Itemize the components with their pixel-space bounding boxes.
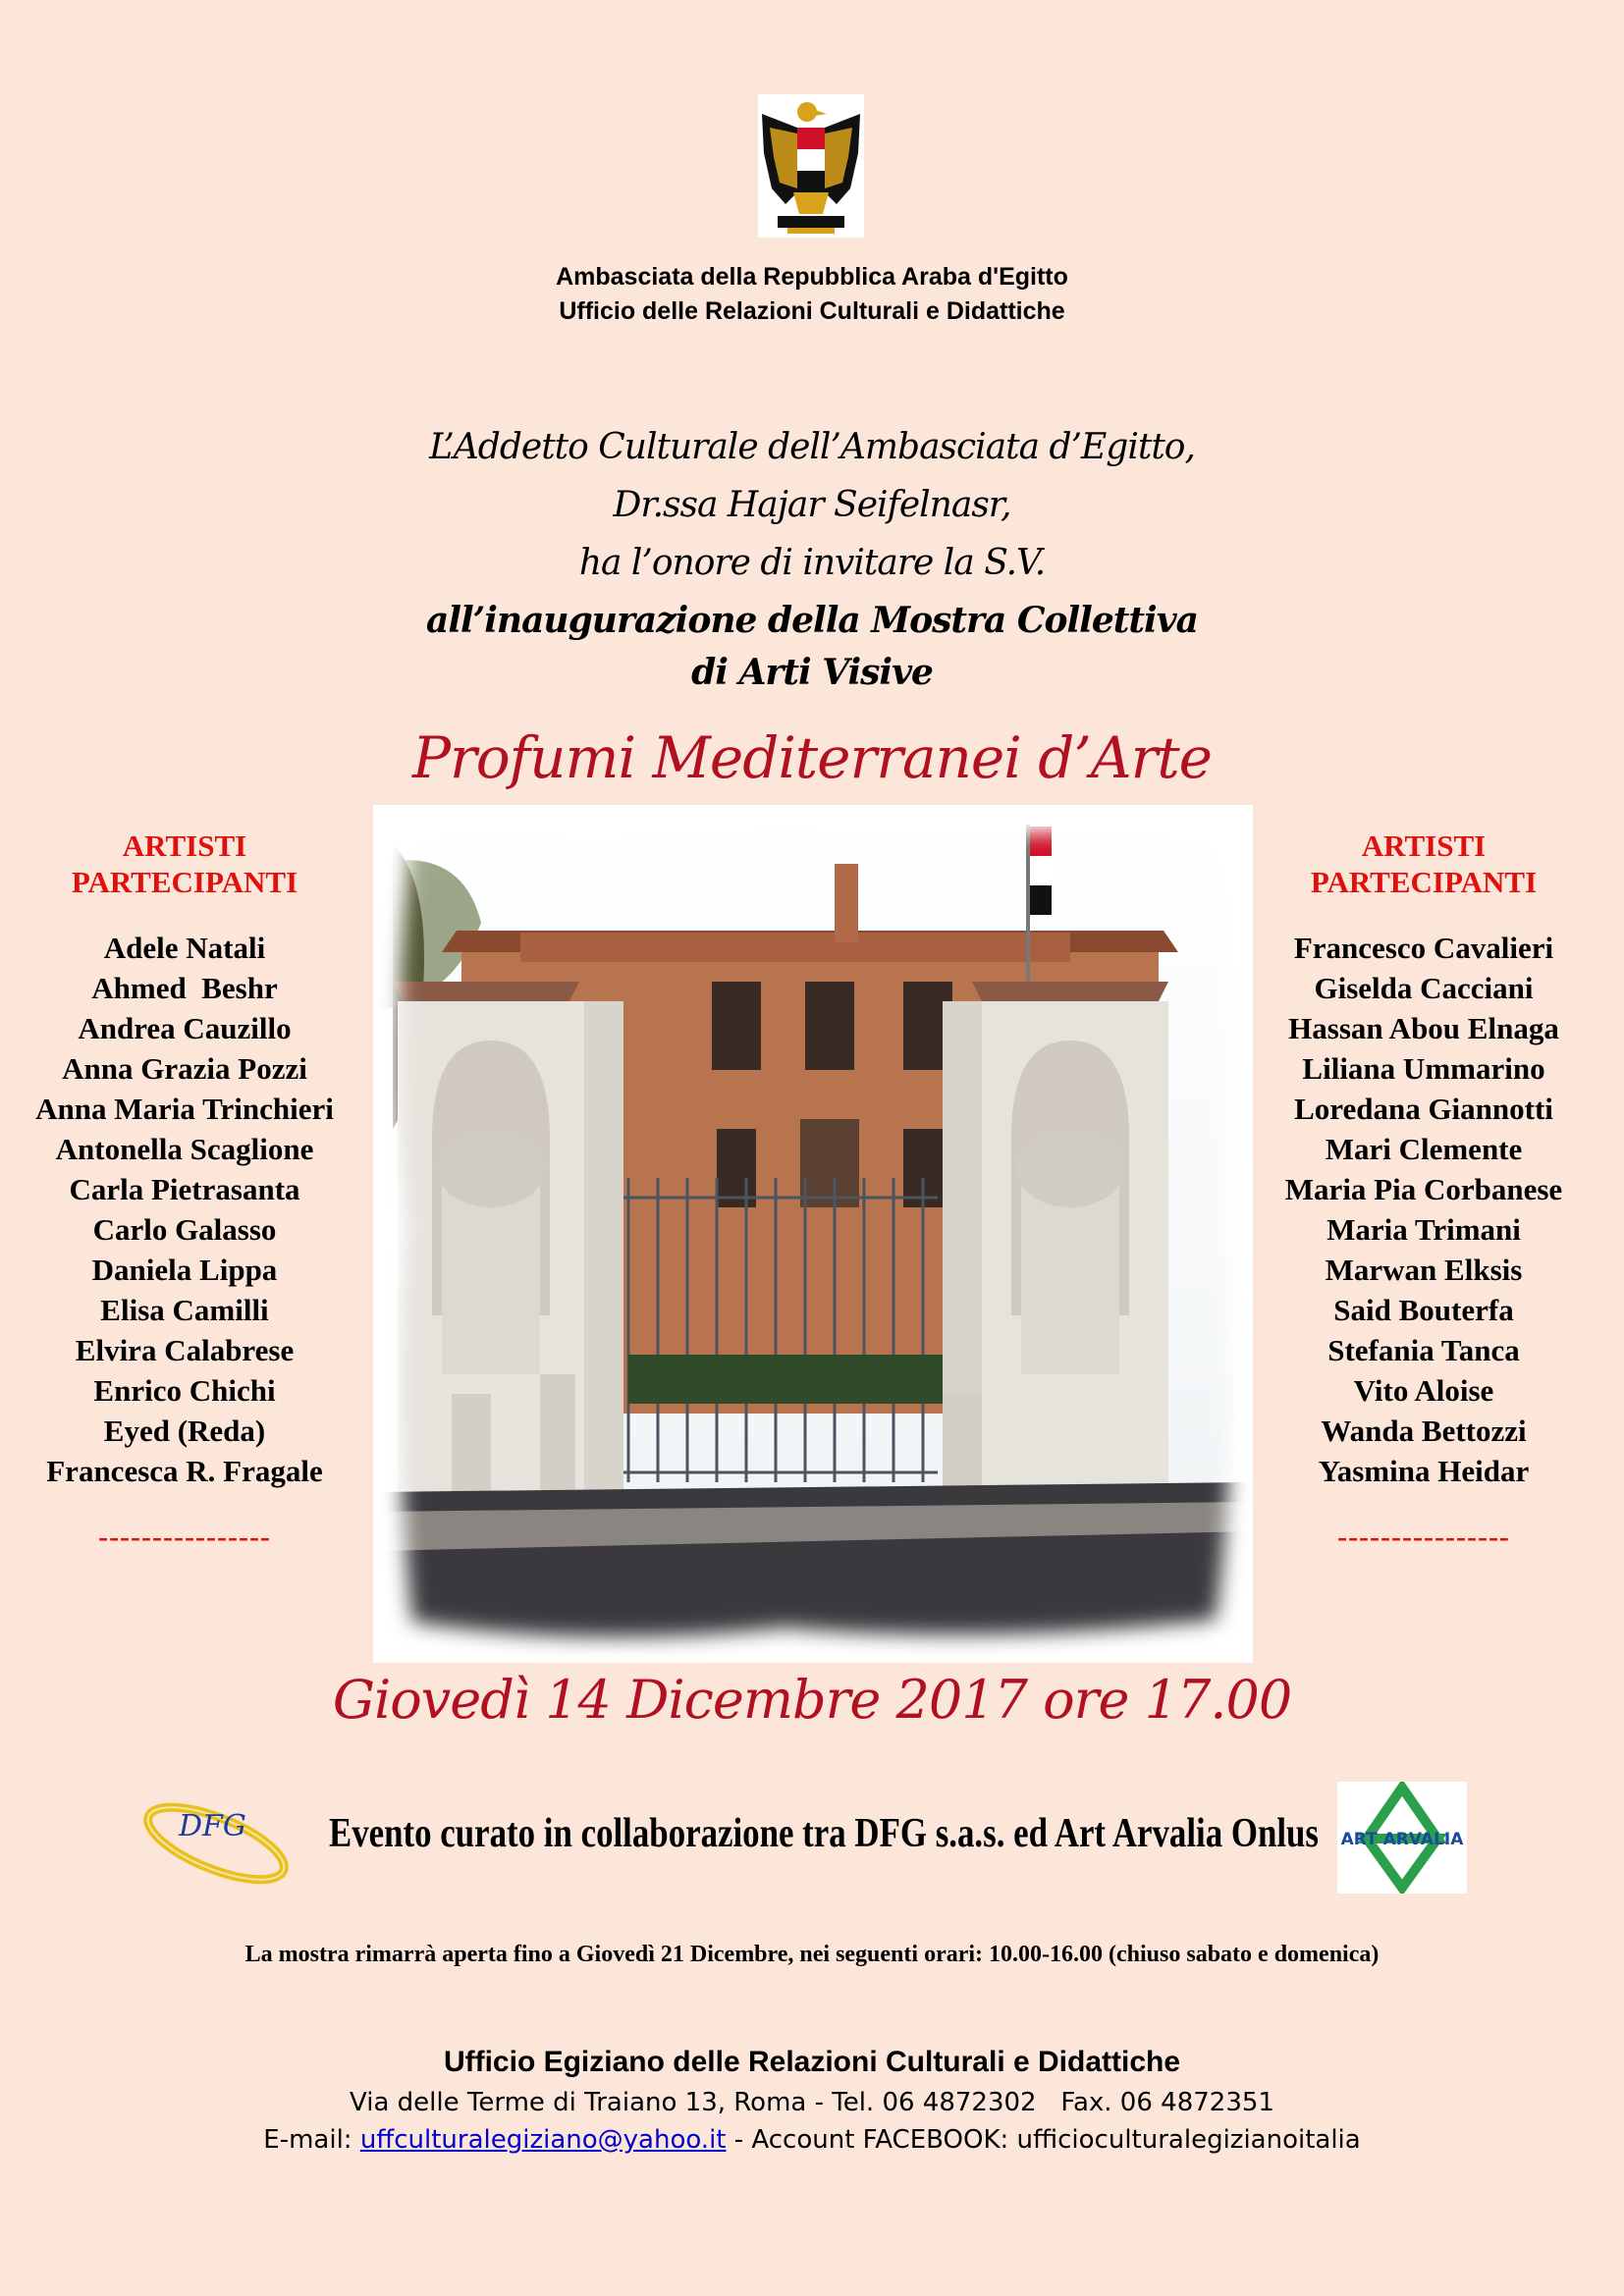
artist-name: Francesca R. Fragale: [46, 1454, 323, 1488]
dfg-logo: [137, 1792, 295, 1895]
artist-name: Giselda Cacciani: [1314, 971, 1534, 1005]
artist-name: Vito Aloise: [1353, 1373, 1494, 1408]
invitation-line: all’inaugurazione della Mostra Collettiva: [426, 600, 1198, 641]
artists-right-column: [1227, 828, 1620, 1554]
invitation-line: Dr.ssa Hajar Seifelnasr,: [613, 485, 1011, 525]
footer-title: Ufficio Egiziano delle Relazioni Culturali e Didattiche: [443, 2046, 1181, 2078]
artist-name: Anna Maria Trinchieri: [35, 1092, 334, 1126]
artist-name: Stefania Tanca: [1327, 1333, 1520, 1367]
footer-address: Via delle Terme di Traiano 13, Roma - Tel. 06 4872302 Fax. 06 4872351: [350, 2088, 1274, 2117]
art-arvalia-logo: [1337, 1782, 1467, 1894]
artists-heading-line: ARTISTI: [1361, 828, 1487, 863]
artist-name: Maria Pia Corbanese: [1284, 1172, 1563, 1206]
egypt-eagle-emblem: [758, 94, 864, 238]
divider-right: ----------------: [1337, 1521, 1510, 1553]
artist-name: Marwan Elksis: [1325, 1253, 1523, 1287]
collaboration-text: Evento curato in collaborazione tra DFG s.a.s. ed Art Arvalia Onlus: [329, 1811, 1319, 1856]
invitation-line: L’Addetto Culturale dell’Ambasciata d’Egitto,: [429, 427, 1195, 467]
footer-contacts: [0, 2125, 1624, 2155]
email-label: E-mail:: [263, 2125, 360, 2155]
artist-name: Elvira Calabrese: [75, 1333, 295, 1367]
artists-heading: [0, 828, 381, 900]
artist-name: Wanda Bettozzi: [1321, 1414, 1527, 1448]
artist-name: Antonella Scaglione: [55, 1132, 314, 1166]
invitation-line: ha l’onore di invitare la S.V.: [578, 543, 1046, 583]
artist-name: Anna Grazia Pozzi: [62, 1051, 307, 1086]
artists-heading-line: PARTECIPANTI: [1310, 865, 1538, 899]
artist-name: Carlo Galasso: [92, 1212, 277, 1247]
artists-heading-line: PARTECIPANTI: [71, 865, 298, 899]
invitation-line: di Arti Visive: [691, 652, 933, 693]
artists-heading: [1227, 828, 1620, 900]
exhibition-title: Profumi Mediterranei d’Arte: [412, 724, 1212, 791]
artist-name: Elisa Camilli: [100, 1293, 269, 1327]
artist-name: Ahmed Beshr: [91, 971, 278, 1005]
artist-name: Said Bouterfa: [1333, 1293, 1514, 1327]
artist-name: Enrico Chichi: [93, 1373, 276, 1408]
artist-name: Mari Clemente: [1325, 1132, 1523, 1166]
artist-name: Loredana Giannotti: [1294, 1092, 1553, 1126]
facebook-account: - Account FACEBOOK: ufficioculturalegizianoitalia: [726, 2125, 1361, 2155]
dfg-logo-text: DFG: [179, 1809, 246, 1843]
invitation-text: [0, 418, 1624, 702]
email-link[interactable]: uffculturalegiziano@yahoo.it: [359, 2125, 727, 2155]
artist-name: Francesco Cavalieri: [1293, 931, 1554, 965]
art-arvalia-logo-text: ART ARVALIA: [1340, 1830, 1464, 1849]
divider-left: ----------------: [98, 1521, 271, 1553]
artist-list-left: [0, 928, 381, 1491]
artist-name: Eyed (Reda): [103, 1414, 266, 1448]
artists-heading-line: ARTISTI: [122, 828, 247, 863]
embassy-building-photo: [373, 805, 1253, 1663]
artist-name: Maria Trimani: [1326, 1212, 1521, 1247]
artists-left-column: [0, 828, 381, 1554]
opening-hours: La mostra rimarrà aperta fino a Giovedì 21 Dicembre, nei seguenti orari: 10.00-16.00 (chiuso sabato e domenica): [244, 1942, 1380, 1967]
artist-name: Adele Natali: [103, 931, 266, 965]
artist-list-right: [1227, 928, 1620, 1491]
artist-name: Andrea Cauzillo: [78, 1011, 292, 1045]
artist-name: Yasmina Heidar: [1318, 1454, 1530, 1488]
event-date: Giovedì 14 Dicembre 2017 ore 17.00: [332, 1669, 1292, 1731]
artist-name: Hassan Abou Elnaga: [1288, 1011, 1559, 1045]
artist-name: Carla Pietrasanta: [69, 1172, 300, 1206]
embassy-header: [0, 260, 1624, 329]
office-name: Ufficio delle Relazioni Culturali e Didattiche: [559, 297, 1065, 325]
artist-name: Daniela Lippa: [91, 1253, 278, 1287]
embassy-name: Ambasciata della Repubblica Araba d'Egitto: [556, 263, 1068, 291]
artist-name: Liliana Ummarino: [1302, 1051, 1545, 1086]
